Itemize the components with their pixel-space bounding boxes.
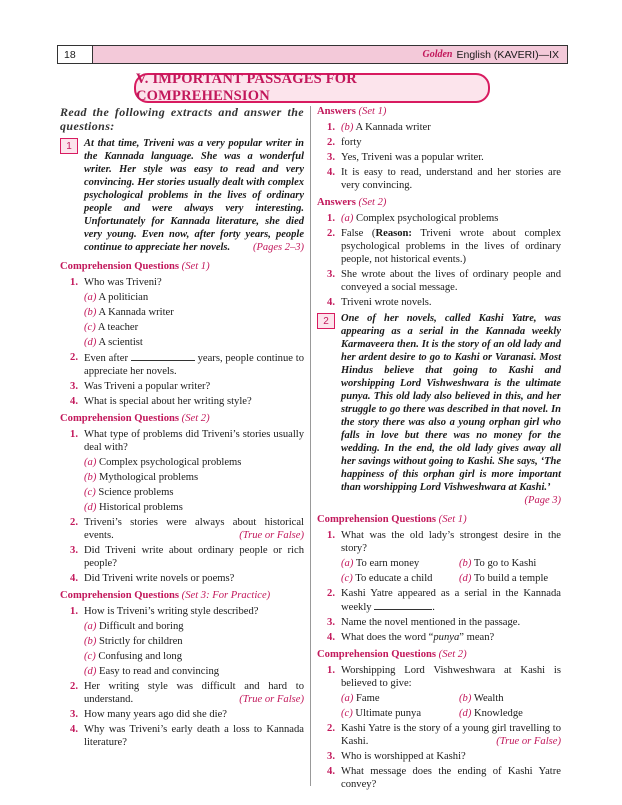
reason-label: Reason:	[375, 228, 412, 239]
question-body: Triveni’s stories were always about historical events.	[84, 517, 304, 541]
answer-number: 1.	[327, 213, 335, 224]
answer-text: It is easy to read, understand and her stories are very convincing.	[341, 167, 561, 191]
option-letter: (b)	[84, 307, 97, 318]
set-tag: (Set 2)	[438, 649, 467, 660]
question-text: Worshipping Lord Vishweshwara at Kashi is believed to give:	[341, 665, 561, 689]
option-letter: (b)	[84, 472, 97, 483]
option-text: Confusing and long	[98, 651, 182, 662]
option-letter: (b)	[341, 122, 354, 133]
answer-number: 2.	[327, 228, 335, 239]
option	[459, 707, 577, 720]
question	[317, 750, 561, 763]
question	[60, 544, 304, 570]
option-row	[317, 707, 561, 720]
option-letter: (a)	[84, 621, 97, 632]
fill-blank	[374, 600, 432, 610]
option-text: Knowledge	[474, 708, 523, 719]
option	[60, 635, 304, 648]
heading-text: Comprehension Questions	[317, 514, 437, 525]
question-text: Why was Triveni’s early death a loss to Kannada literature?	[84, 724, 304, 748]
answer-pre: False (	[341, 228, 376, 239]
section-heading	[317, 648, 561, 661]
question	[60, 428, 304, 454]
option-text: A Kannada writer	[98, 307, 174, 318]
option-letter: (a)	[84, 292, 97, 303]
page-reference: (Page 3)	[524, 495, 561, 506]
question-text: Did Triveni write about ordinary people or rich people?	[84, 545, 304, 569]
question-number: 3.	[70, 545, 78, 556]
option-text: Historical problems	[99, 502, 183, 513]
question-number: 2.	[70, 517, 78, 528]
question-number: 1.	[70, 606, 78, 617]
question	[60, 516, 304, 542]
answer-text: Yes, Triveni was a popular writer.	[341, 152, 484, 163]
answer-body: A Kannada writer	[355, 122, 431, 133]
heading-text: Comprehension Questions	[60, 590, 180, 601]
question-text: What was the old lady’s strongest desire in the story?	[341, 530, 561, 554]
option-text: To educate a child	[355, 573, 433, 584]
question	[317, 664, 561, 690]
answer-text: Triveni wrote novels.	[341, 297, 432, 308]
option	[60, 456, 304, 469]
question	[60, 605, 304, 618]
question	[60, 276, 304, 289]
answer-body: Complex psychological problems	[356, 213, 499, 224]
answer	[317, 212, 561, 225]
question-number: 4.	[327, 632, 335, 643]
option-row	[317, 557, 561, 570]
answer-number: 3.	[327, 152, 335, 163]
answer-text	[341, 121, 561, 134]
option-letter: (d)	[459, 573, 472, 584]
answer-number: 4.	[327, 297, 335, 308]
option	[459, 572, 577, 585]
option-text: A teacher	[97, 322, 139, 333]
option	[60, 471, 304, 484]
option	[60, 306, 304, 319]
option-letter: (b)	[84, 636, 97, 647]
question	[60, 351, 304, 378]
option	[341, 572, 459, 585]
question	[317, 722, 561, 748]
option-text: To earn money	[355, 558, 420, 569]
option-letter: (c)	[341, 708, 353, 719]
question-text: Who was Triveni?	[84, 277, 162, 288]
option-letter: (c)	[84, 651, 96, 662]
option-text: To build a temple	[473, 573, 549, 584]
question-text: What is special about her writing style?	[84, 396, 252, 407]
question	[60, 708, 304, 721]
question-text-pre: What does the word “	[341, 632, 434, 643]
passage-number-badge: 1	[60, 138, 78, 154]
question-text: What type of problems did Triveni’s stories usually deal with?	[84, 429, 304, 453]
question-number: 2.	[70, 352, 78, 363]
option-letter: (c)	[84, 322, 96, 333]
option	[459, 692, 577, 705]
answer-number: 3.	[327, 269, 335, 280]
true-false-label: (True or False)	[239, 694, 304, 705]
question-number: 2.	[327, 588, 335, 599]
section-heading	[60, 260, 304, 273]
heading-text: Answers	[317, 106, 356, 117]
question	[317, 529, 561, 555]
option	[60, 620, 304, 633]
option-text: Fame	[356, 693, 380, 704]
question-text: What message does the ending of Kashi Yatre convey?	[341, 766, 561, 790]
question-text: Who is worshipped at Kashi?	[341, 751, 466, 762]
question	[317, 616, 561, 629]
answer-body: Triveni wrote about complex psychological problems in the lives of ordinary people, not historical events.)	[341, 228, 561, 265]
passage-text	[341, 312, 561, 507]
question	[60, 380, 304, 393]
option-text: A scientist	[98, 337, 143, 348]
answer-number: 2.	[327, 137, 335, 148]
question-text-post: .	[432, 602, 435, 613]
option-letter: (b)	[459, 693, 472, 704]
question-number: 3.	[327, 751, 335, 762]
question-text-post: years, people continue to appreciate her novels.	[84, 353, 304, 377]
passage-1	[60, 137, 304, 254]
question-number: 4.	[327, 766, 335, 777]
question-text	[341, 631, 561, 644]
section-heading	[317, 196, 561, 209]
passage-2	[317, 312, 561, 507]
question-number: 2.	[70, 681, 78, 692]
option	[60, 486, 304, 499]
option	[341, 707, 459, 720]
question-text-post: ” mean?	[459, 632, 495, 643]
section-heading	[60, 589, 304, 602]
question-number: 4.	[70, 396, 78, 407]
italic-word: punya	[433, 632, 460, 643]
question	[60, 723, 304, 749]
question-body: Kashi Yatre is the story of a young girl travelling to Kashi.	[341, 723, 561, 747]
passage-text	[84, 137, 304, 254]
option-letter: (a)	[341, 213, 354, 224]
set-tag: (Set 1)	[358, 106, 387, 117]
question-text	[341, 587, 561, 614]
question-number: 1.	[70, 429, 78, 440]
option-text: Easy to read and convincing	[99, 666, 220, 677]
answer	[317, 136, 561, 149]
option-letter: (a)	[84, 457, 97, 468]
header-right	[422, 49, 567, 61]
question-text	[84, 351, 304, 378]
passage-number-badge: 2	[317, 313, 335, 329]
question	[317, 631, 561, 644]
option-letter: (a)	[341, 693, 354, 704]
left-column	[60, 105, 304, 751]
answer	[317, 227, 561, 266]
page-reference: (Pages 2–3)	[252, 242, 304, 253]
option	[60, 650, 304, 663]
answer	[317, 151, 561, 164]
option-text: Science problems	[98, 487, 174, 498]
option	[60, 291, 304, 304]
question-text	[84, 516, 304, 542]
page-header	[57, 45, 568, 64]
option-text: Wealth	[473, 693, 504, 704]
option	[60, 501, 304, 514]
passage-body: At that time, Triveni was a very popular writer in the Kannada language. She was a wonderful writer. Her style was easy to read and very convincing. Her stories usually dealt with complex psychological problems in the lives of ordinary people and were always very interesting. Unfortunately for Kannada literature, she died very young. Even now, after forty years, people continue to appreciate her novels.	[84, 138, 304, 253]
answer-text	[341, 227, 561, 266]
book-title: English (KAVERI)—IX	[456, 48, 559, 61]
question-text	[84, 680, 304, 706]
option-row	[317, 692, 561, 705]
right-column	[317, 105, 561, 793]
option-letter: (c)	[84, 487, 96, 498]
question-number: 1.	[327, 530, 335, 541]
heading-text: Answers	[317, 197, 356, 208]
option	[341, 692, 459, 705]
option	[341, 557, 459, 570]
question-text: Was Triveni a popular writer?	[84, 381, 211, 392]
option-letter: (a)	[341, 558, 354, 569]
question	[60, 395, 304, 408]
option-letter: (d)	[84, 337, 97, 348]
fill-blank	[131, 351, 195, 361]
true-false-label: (True or False)	[239, 530, 304, 541]
heading-text: Comprehension Questions	[60, 261, 180, 272]
answer-text: She wrote about the lives of ordinary people and conveyed a social message.	[341, 269, 561, 293]
set-tag: (Set 1)	[438, 514, 467, 525]
page-number: 18	[58, 46, 93, 63]
answer-number: 4.	[327, 167, 335, 178]
section-heading	[60, 412, 304, 425]
answer	[317, 166, 561, 192]
answer-text: forty	[341, 137, 362, 148]
answer	[317, 121, 561, 134]
question-text: Name the novel mentioned in the passage.	[341, 617, 521, 628]
brand-logo: Golden	[422, 49, 453, 60]
section-banner: V. IMPORTANT PASSAGES FOR COMPREHENSION	[134, 73, 490, 103]
option-text: Mythological problems	[99, 472, 199, 483]
option	[60, 665, 304, 678]
question-number: 4.	[70, 573, 78, 584]
section-heading	[317, 105, 561, 118]
option-text: A politician	[98, 292, 149, 303]
heading-text: Comprehension Questions	[60, 413, 180, 424]
question-text	[341, 722, 561, 748]
question-text-pre: Kashi Yatre appeared as a serial in the Kannada weekly	[341, 588, 561, 613]
question-body: Her writing style was difficult and hard to understand.	[84, 681, 304, 705]
option	[60, 336, 304, 349]
set-tag: (Set 1)	[181, 261, 210, 272]
option-text: To go to Kashi	[473, 558, 537, 569]
option-row	[317, 572, 561, 585]
heading-text: Comprehension Questions	[317, 649, 437, 660]
question-text: Did Triveni write novels or poems?	[84, 573, 235, 584]
question	[317, 765, 561, 791]
question	[60, 572, 304, 585]
passage-body: One of her novels, called Kashi Yatre, was appearing as a serial in the Kannada weekly Karmaveera then. It is the story of an old lady and her ardent desire to go to Kashi or Varanasi. Most Hindus believe that going to Kashi and worshipping Lord Vishweshwara is the ultimate punya. This old lady also believed in this, and her struggle to go there was described in that novel. In the story there was also a young orphan girl who falls in love but there was no money for the wedding. In the end, the old lady gives away all her savings without going to Kashi. She says, ‘The happiness of this orphan girl is more important than worshipping Lord Vishweshwara at Kashi.’	[341, 313, 561, 493]
option	[60, 321, 304, 334]
question-text: How many years ago did she die?	[84, 709, 227, 720]
answer-number: 1.	[327, 122, 335, 133]
set-tag: (Set 2)	[181, 413, 210, 424]
question-number: 2.	[327, 723, 335, 734]
column-divider	[310, 106, 311, 786]
option-text: Complex psychological problems	[99, 457, 242, 468]
question-text-pre: Even after	[84, 353, 128, 364]
question-number: 1.	[70, 277, 78, 288]
option-letter: (b)	[459, 558, 472, 569]
set-tag: (Set 3: For Practice)	[181, 590, 271, 601]
option-text: Ultimate punya	[355, 708, 422, 719]
question-text: How is Triveni’s writing style described?	[84, 606, 259, 617]
question-number: 1.	[327, 665, 335, 676]
option-text: Difficult and boring	[99, 621, 184, 632]
section-heading	[317, 513, 561, 526]
answer-text	[341, 212, 561, 225]
option-letter: (d)	[84, 666, 97, 677]
set-tag: (Set 2)	[358, 197, 387, 208]
question-number: 3.	[327, 617, 335, 628]
option-letter: (c)	[341, 573, 353, 584]
answer	[317, 268, 561, 294]
question-number: 4.	[70, 724, 78, 735]
answer	[317, 296, 561, 309]
option-letter: (d)	[459, 708, 472, 719]
option-text: Strictly for children	[99, 636, 183, 647]
question	[317, 587, 561, 614]
question-number: 3.	[70, 381, 78, 392]
option-letter: (d)	[84, 502, 97, 513]
question	[60, 680, 304, 706]
option	[459, 557, 577, 570]
true-false-label: (True or False)	[496, 736, 561, 747]
question-number: 3.	[70, 709, 78, 720]
instruction: Read the following extracts and answer the questions:	[60, 105, 304, 133]
